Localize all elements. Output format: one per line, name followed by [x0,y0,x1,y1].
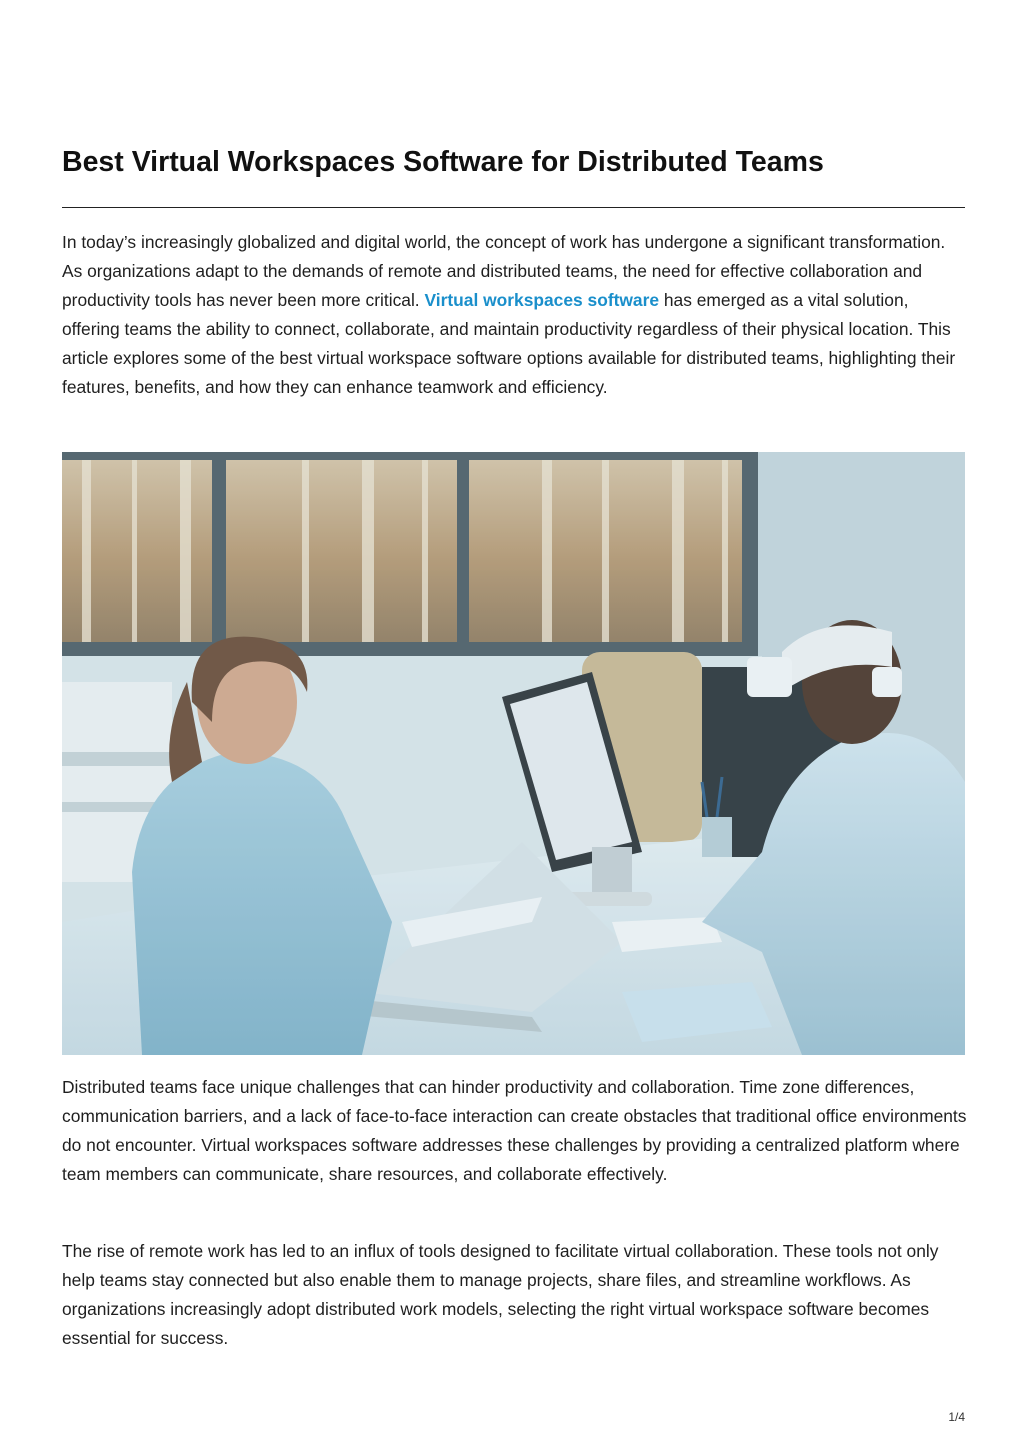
challenges-paragraph: Distributed teams face unique challenges that can hinder productivity and collaboration. Time zone differences, communication barriers, and a lack of face-to-face interaction can create obstacles that traditional office environments do not encounter. Virtual workspaces software addresses these challenges by providing a centralized platform where team members can communicate, share resources, and collaborate effectively. [62,1077,967,1184]
title-divider [62,207,965,208]
office-vr-photo [62,452,965,1055]
intro-text-end: has emerged as a vital solution, offering teams the ability to connect, collaborate, and maintain productivity regardless of their physical location. This article explores some of the best virtual workspace software options available for distributed teams, highlighting their features, benefits, and how they can enhance teamwork and efficiency. [62,290,956,397]
page-number: 1/4 [948,1410,965,1424]
page-title: Best Virtual Workspaces Software for Distributed Teams [62,146,824,178]
intro-text-start: In today’s increasingly globalized and digital world, the concept of work has undergone a significant transformation. As organizations adapt to the demands of remote and distributed teams, the need for effective collaboration and productivity tools has never been more critical. [62,232,946,310]
remote-work-paragraph: The rise of remote work has led to an influx of tools designed to facilitate virtual collaboration. These tools not only help teams stay connected but also enable them to manage projects, share files, and streamline workflows. As organizations increasingly adopt distributed work models, selecting the right virtual workspace software becomes essential for success. [62,1241,939,1348]
intro-paragraph [62,228,968,402]
office-vr-illustration [62,452,965,1055]
virtual-workspaces-link[interactable]: Virtual workspaces software [424,290,660,310]
